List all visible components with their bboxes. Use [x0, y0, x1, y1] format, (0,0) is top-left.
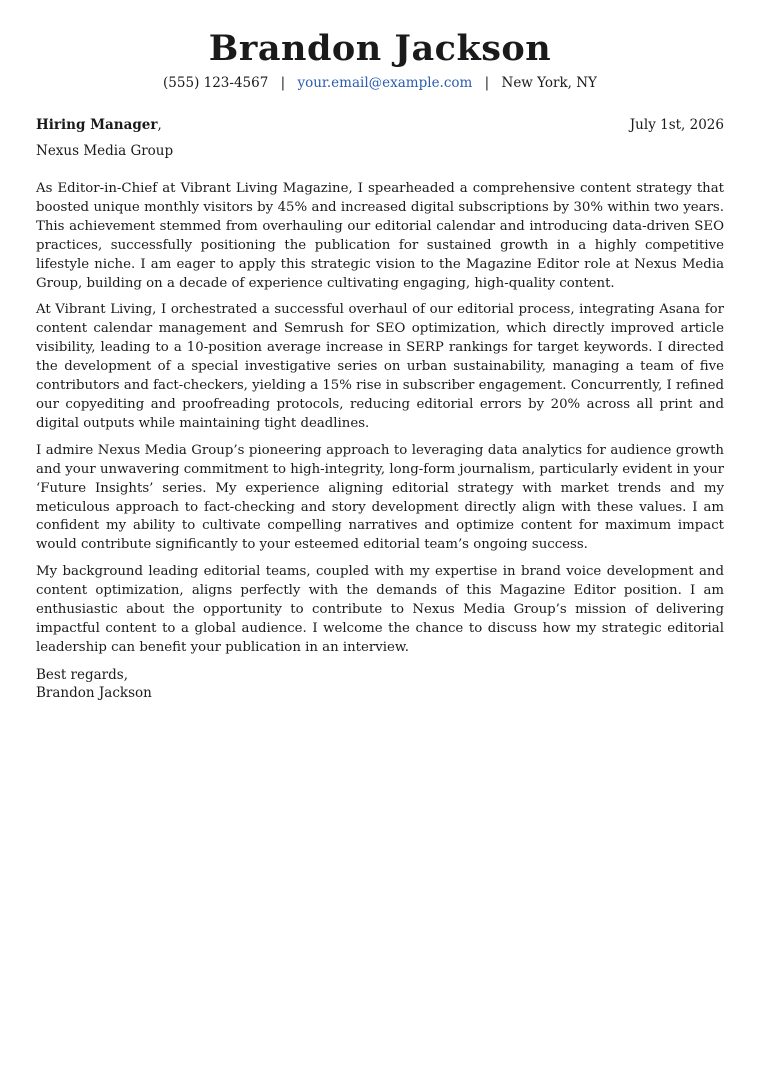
body-paragraph: At Vibrant Living, I orchestrated a successful overhaul of our editorial process, integrating Asana for content calendar management and Semrush for SEO optimization, which directly improved article visibility, leading to a 10-position average increase in SERP rankings for target keywords. I directed the development of a special investigative series on urban sustainability, managing a team of five contributors and fact-checkers, yielding a 15% rise in subscriber engagement. Concurrently, I refined our copyediting and proofreading protocols, reducing editorial errors by 20% across all print and digital outputs while maintaining tight deadlines.: [36, 302, 724, 431]
recipient-company: Nexus Media Group: [36, 143, 174, 159]
body-paragraph: As Editor-in-Chief at Vibrant Living Magazine, I spearheaded a comprehensive content strategy that boosted unique monthly visitors by 45% and increased digital subscriptions by 30% within two years. This achievement stemmed from overhauling our editorial calendar and introducing data-driven SEO practices, successfully positioning the publication for sustained growth in a highly competitive lifestyle niche. I am eager to apply this strategic vision to the Magazine Editor role at Nexus Media Group, building on a decade of experience cultivating engaging, high-quality content.: [36, 181, 724, 291]
email-link[interactable]: your.email@example.com: [297, 75, 473, 91]
contact-line: [36, 74, 724, 92]
recipient-title-suffix: ,: [157, 117, 162, 133]
recipient-title: Hiring Manager: [36, 117, 158, 133]
body-paragraph: I admire Nexus Media Group’s pioneering approach to leveraging data analytics for audience growth and your unwavering commitment to high-integrity, long-form journalism, particularly evident in your ‘Future Insights’ series. My experience aligning editorial strategy with market trends and my meticulous approach to fact-checking and story development directly align with these values. I am confident my ability to cultivate compelling narratives and optimize content for maximum impact would contribute significantly to your esteemed editorial team’s ongoing success.: [36, 442, 724, 553]
phone-number: (555) 123-4567: [163, 75, 269, 91]
recipient-row: [36, 116, 724, 134]
location: New York, NY: [501, 75, 597, 91]
letter-body: [36, 180, 724, 658]
body-paragraph: My background leading editorial teams, coupled with my expertise in brand voice development and content optimization, aligns perfectly with the demands of this Magazine Editor position. I am enthusiastic about the opportunity to contribute to Nexus Media Group’s mission of delivering impactful content to a global audience. I welcome the chance to discuss how my strategic editorial leadership can benefit your publication in an interview.: [36, 564, 724, 655]
applicant-name: Brandon Jackson: [208, 28, 552, 69]
recipient: [36, 116, 162, 134]
contact-separator: |: [484, 75, 490, 91]
letter-date: July 1st, 2026: [629, 117, 724, 133]
signature-name: Brandon Jackson: [36, 685, 152, 702]
contact-separator: |: [280, 75, 286, 91]
closing-salutation: Best regards,: [36, 666, 129, 683]
closing-block: [36, 666, 724, 703]
